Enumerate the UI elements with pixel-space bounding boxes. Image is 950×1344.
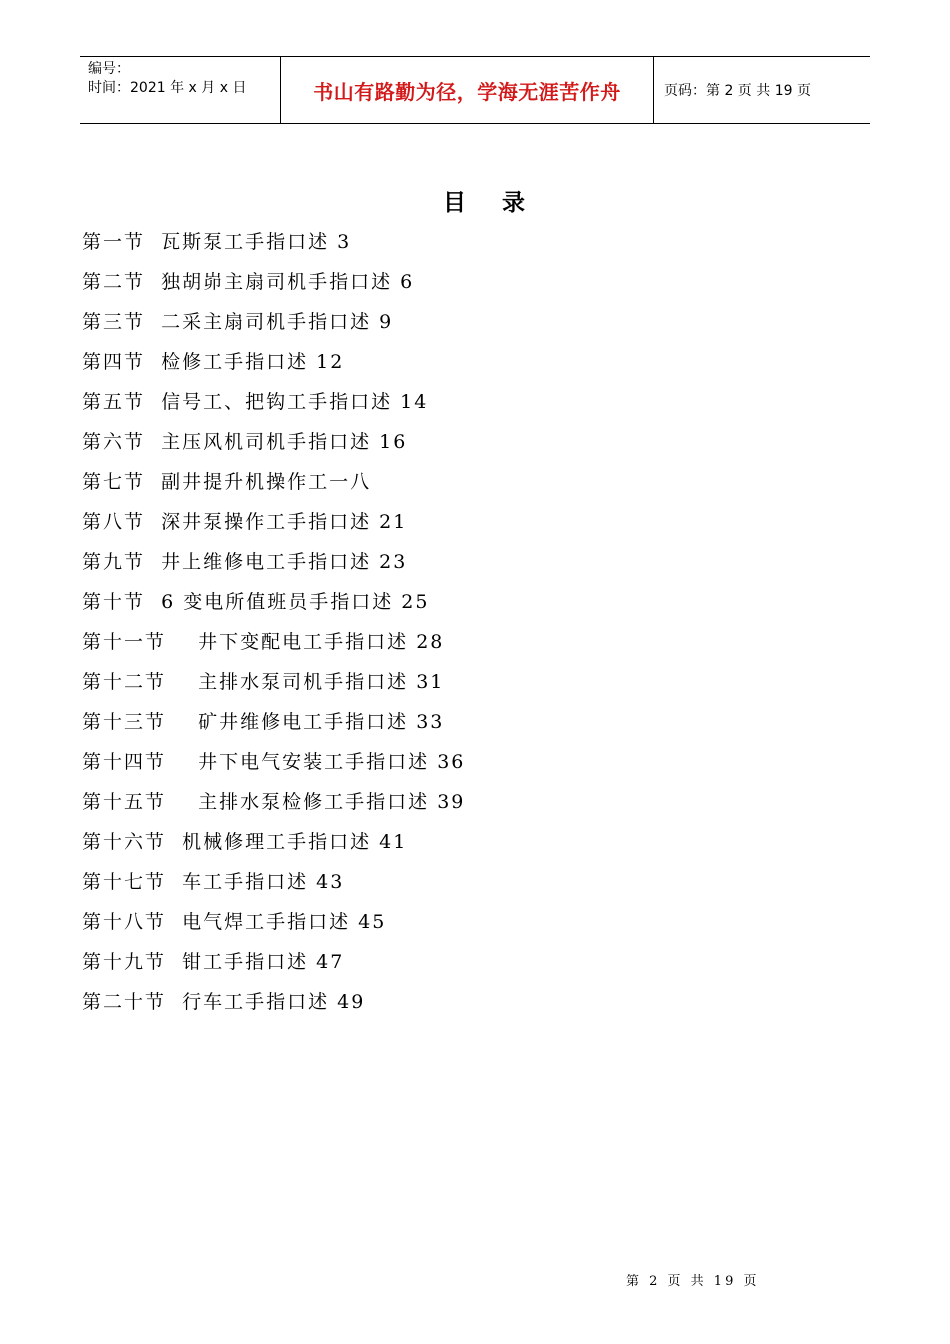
document-number-label: 编号： xyxy=(88,61,130,77)
toc-item[interactable]: 第三节 二采主扇司机手指口述 9 xyxy=(82,311,394,333)
toc-item[interactable]: 第一节 瓦斯泵工手指口述 3 xyxy=(82,231,352,253)
header-motto-cell xyxy=(281,57,654,123)
toc-item[interactable]: 第七节 副井提升机操作工一八 xyxy=(82,471,372,493)
toc-item[interactable]: 第九节 井上维修电工手指口述 23 xyxy=(82,551,408,573)
table-of-contents xyxy=(82,222,465,1022)
toc-item[interactable]: 第十一节 井下变配电工手指口述 28 xyxy=(82,631,445,653)
toc-item[interactable]: 第四节 检修工手指口述 12 xyxy=(82,351,345,373)
toc-item[interactable]: 第八节 深井泵操作工手指口述 21 xyxy=(82,511,408,533)
header-motto: 书山有路勤为径，学海无涯苦作舟 xyxy=(313,79,621,104)
header-page-info: 页码：第 2 页 共 19 页 xyxy=(664,83,811,99)
toc-item[interactable]: 第五节 信号工、把钩工手指口述 14 xyxy=(82,391,429,413)
toc-item[interactable]: 第十节 6 变电所值班员手指口述 25 xyxy=(82,591,430,613)
toc-item[interactable]: 第十七节 车工手指口述 43 xyxy=(82,871,345,893)
toc-item[interactable]: 第十六节 机械修理工手指口述 41 xyxy=(82,831,408,853)
toc-item[interactable]: 第二十节 行车工手指口述 49 xyxy=(82,991,366,1013)
header-page-cell xyxy=(654,57,870,123)
toc-item[interactable]: 第十五节 主排水泵检修工手指口述 39 xyxy=(82,791,466,813)
document-time-label: 时间：2021 年 x 月 x 日 xyxy=(88,80,247,96)
toc-item[interactable]: 第十三节 矿井维修电工手指口述 33 xyxy=(82,711,445,733)
toc-item[interactable]: 第二节 独胡峁主扇司机手指口述 6 xyxy=(82,271,415,293)
header-meta-cell xyxy=(80,57,281,123)
page-header xyxy=(80,56,870,124)
toc-item[interactable]: 第六节 主压风机司机手指口述 16 xyxy=(82,431,408,453)
toc-title: 目录 xyxy=(443,190,561,216)
toc-item[interactable]: 第十二节 主排水泵司机手指口述 31 xyxy=(82,671,445,693)
toc-item[interactable]: 第十八节 电气焊工手指口述 45 xyxy=(82,911,387,933)
page-footer-number: 第 2 页 共 19 页 xyxy=(626,1274,760,1289)
toc-item[interactable]: 第十四节 井下电气安装工手指口述 36 xyxy=(82,751,466,773)
toc-item[interactable]: 第十九节 钳工手指口述 47 xyxy=(82,951,345,973)
